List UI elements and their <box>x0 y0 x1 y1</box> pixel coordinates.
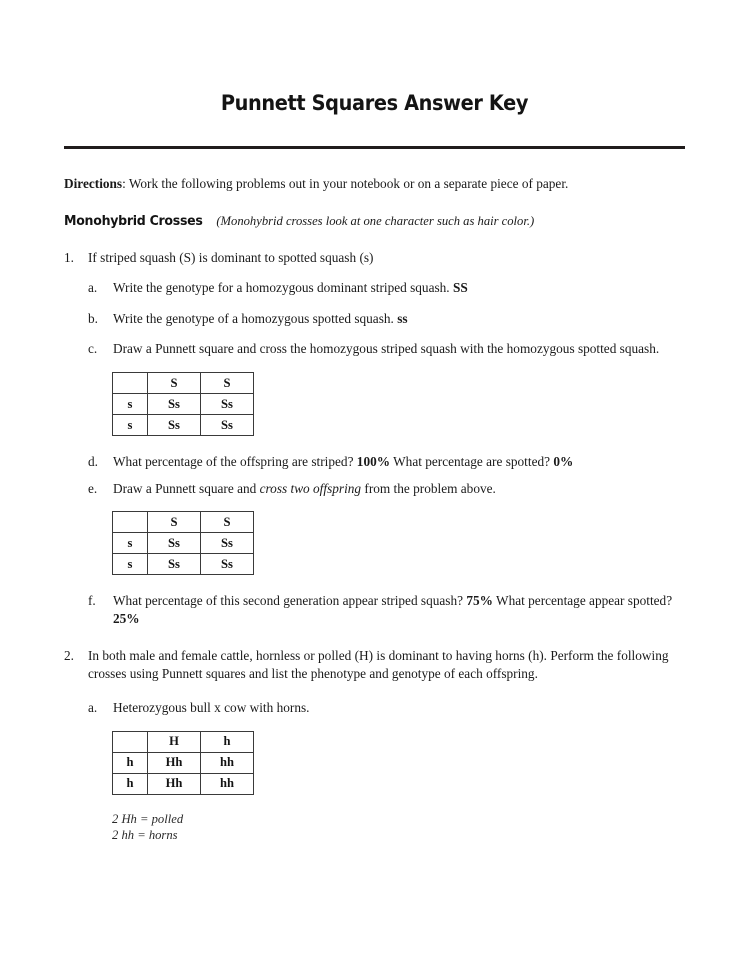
question-1-item-f <box>64 592 685 627</box>
item-b-body <box>113 310 685 328</box>
item-a-answer: SS <box>452 280 468 296</box>
table-row <box>113 554 254 575</box>
t3-cell-2-2: hh <box>201 773 254 794</box>
question-1-item-a <box>64 279 685 297</box>
item-d-answer-striped: 100% <box>356 454 391 470</box>
t1-row-header-1: s <box>113 394 148 415</box>
table-row <box>113 394 254 415</box>
table-row <box>113 415 254 436</box>
item-c-text: Draw a Punnett square and cross the homozygous striped squash with the homozygous spotted squash. <box>113 341 660 357</box>
answer-note-line-1: 2 Hh = polled <box>112 811 184 826</box>
item-d-body <box>113 453 685 471</box>
t3-cell-1-1: Hh <box>148 752 201 773</box>
item-e-text-before: Draw a Punnett square and <box>113 480 260 496</box>
section-note: (Monohybrid crosses look at one character such as hair color.) <box>216 214 535 229</box>
directions-paragraph <box>64 175 685 192</box>
table-row <box>113 752 254 773</box>
item-a-text: Write the genotype for a homozygous dominant striped squash. <box>113 280 453 296</box>
item-e-body <box>113 480 685 498</box>
question-1-item-e <box>64 480 685 498</box>
t2-col-header-1: S <box>148 512 201 533</box>
t3-row-header-2: h <box>113 773 148 794</box>
document-content <box>64 0 685 844</box>
item-b-marker: b. <box>88 310 98 326</box>
question-1-item-b <box>64 310 685 328</box>
item-f-answer-spotted: 25% <box>113 610 140 626</box>
table-row <box>113 773 254 794</box>
item-b-text: Write the genotype of a homozygous spotted squash. <box>113 310 398 326</box>
t2-cell-1-1: Ss <box>148 533 201 554</box>
item-d-text-before: What percentage of the offspring are striped? <box>113 454 357 470</box>
t1-cell-1-1: Ss <box>148 394 201 415</box>
question-1 <box>64 249 685 267</box>
table-row <box>113 373 254 394</box>
item-e-emphasis: cross two offspring <box>259 480 362 496</box>
question-1-number: 1. <box>64 249 74 265</box>
item-f-text-before: What percentage of this second generation appear striped squash? <box>113 593 467 609</box>
t2-row-header-2: s <box>113 554 148 575</box>
t3-corner <box>113 731 148 752</box>
item-f-body <box>113 592 685 627</box>
item-f-answer-striped: 75% <box>466 593 493 609</box>
t2-row-header-1: s <box>113 533 148 554</box>
t3-col-header-1: H <box>148 731 201 752</box>
table-row <box>113 533 254 554</box>
t1-row-header-2: s <box>113 415 148 436</box>
item-d-marker: d. <box>88 454 98 470</box>
punnett-square-2 <box>112 511 254 575</box>
answer-notes <box>64 811 685 844</box>
t1-cell-2-1: Ss <box>148 415 201 436</box>
page-title: Punnett Squares Answer Key <box>220 91 529 115</box>
item-a-body <box>113 279 685 297</box>
q2-item-a-marker: a. <box>88 700 98 716</box>
t2-corner <box>113 512 148 533</box>
t2-cell-2-1: Ss <box>148 554 201 575</box>
punnett-square-1-wrapper <box>64 372 685 436</box>
q2-item-a-text: Heterozygous bull x cow with horns. <box>113 700 310 716</box>
t1-cell-2-2: Ss <box>201 415 254 436</box>
section-heading-monohybrid <box>64 212 685 231</box>
question-2 <box>64 647 685 682</box>
t3-row-header-1: h <box>113 752 148 773</box>
question-2-number: 2. <box>64 648 74 664</box>
item-d-text-middle: What percentage are spotted? <box>390 454 554 470</box>
item-f-marker: f. <box>88 593 96 609</box>
t1-col-header-1: S <box>148 373 201 394</box>
question-1-item-c <box>64 340 685 358</box>
punnett-square-3 <box>112 731 254 795</box>
table-row <box>113 731 254 752</box>
item-e-text-after: from the problem above. <box>361 480 496 496</box>
answer-note-line-2: 2 hh = horns <box>112 828 178 843</box>
question-2-text: In both male and female cattle, hornless or polled (H) is dominant to having horns (h). Perform the following crosses using Punnett squares and list the phenotype and genotype of each offspring. <box>88 648 669 681</box>
directions-text: : Work the following problems out in your notebook or on a separate piece of paper. <box>122 176 569 191</box>
directions-label: Directions <box>64 176 123 191</box>
punnett-square-1 <box>112 372 254 436</box>
t1-col-header-2: S <box>201 373 254 394</box>
t2-col-header-2: S <box>201 512 254 533</box>
punnett-square-2-wrapper <box>64 511 685 575</box>
question-2-item-a <box>64 699 685 717</box>
item-f-text-middle: What percentage appear spotted? <box>492 593 673 609</box>
question-1-text: If striped squash (S) is dominant to spotted squash (s) <box>88 249 374 265</box>
t3-cell-1-2: hh <box>201 752 254 773</box>
title-divider <box>64 146 685 149</box>
t3-cell-2-1: Hh <box>148 773 201 794</box>
t2-cell-1-2: Ss <box>201 533 254 554</box>
item-a-marker: a. <box>88 280 98 296</box>
item-b-answer: ss <box>397 310 408 326</box>
t1-corner <box>113 373 148 394</box>
table-row <box>113 512 254 533</box>
punnett-square-3-wrapper <box>64 731 685 795</box>
item-d-answer-spotted: 0% <box>553 454 574 470</box>
t2-cell-2-2: Ss <box>201 554 254 575</box>
item-e-marker: e. <box>88 480 98 496</box>
t3-col-header-2: h <box>201 731 254 752</box>
t1-cell-1-2: Ss <box>201 394 254 415</box>
question-1-item-d <box>64 453 685 471</box>
section-title: Monohybrid Crosses <box>64 213 203 230</box>
item-c-marker: c. <box>88 341 98 357</box>
